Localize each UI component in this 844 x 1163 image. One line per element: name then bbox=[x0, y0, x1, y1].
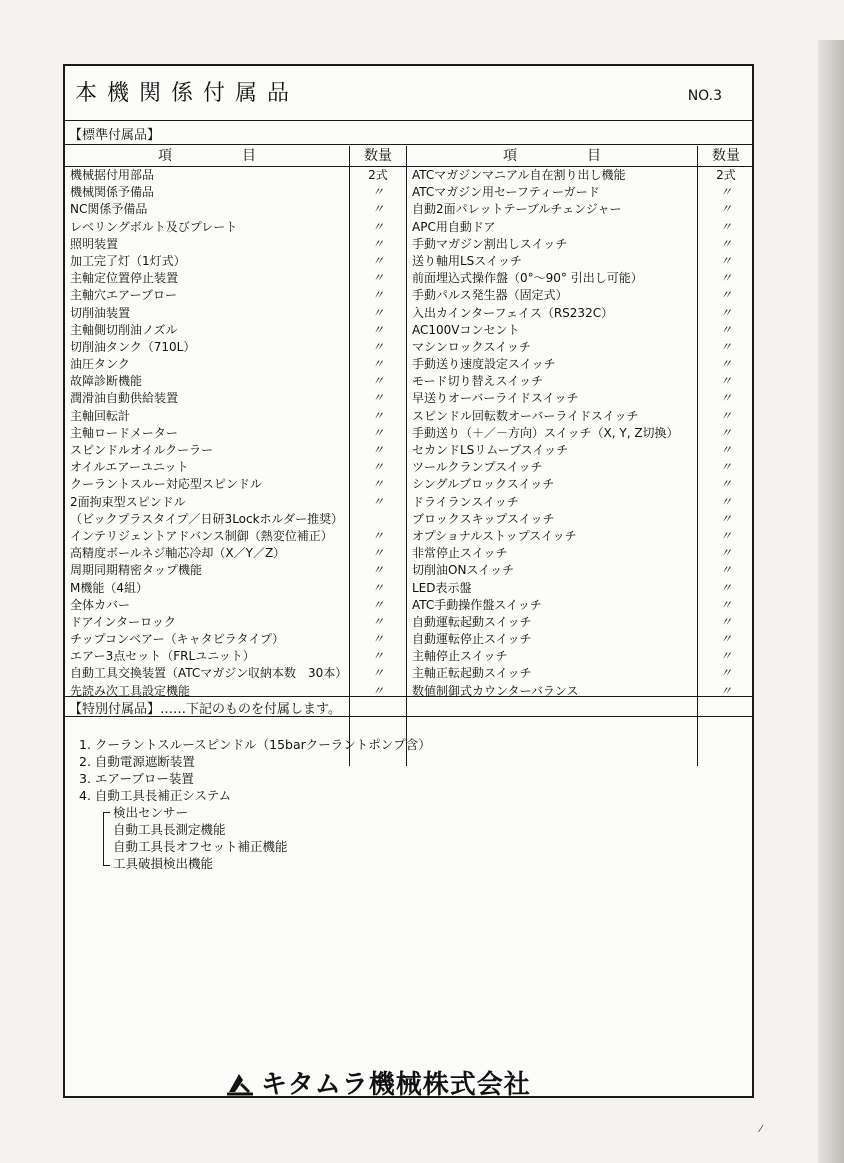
list-item: セカンドLSリムーブスイッチ bbox=[412, 443, 569, 457]
qty-cell: 〃 bbox=[719, 202, 732, 217]
qty-cell: 〃 bbox=[719, 339, 732, 354]
special-sub-item-list bbox=[113, 804, 288, 872]
qty-cell: 〃 bbox=[371, 597, 384, 612]
qty-cell: 〃 bbox=[371, 683, 384, 698]
divider bbox=[65, 716, 752, 717]
qty-cell: 〃 bbox=[719, 666, 732, 681]
company-footer bbox=[225, 1064, 531, 1101]
qty-cell: 〃 bbox=[371, 580, 384, 595]
company-logo-icon bbox=[225, 1070, 255, 1096]
list-item: オイルエアーユニット bbox=[70, 460, 189, 475]
list-item: マシンロックスイッチ bbox=[412, 339, 531, 354]
qty-cell: 〃 bbox=[371, 305, 384, 320]
qty-cell: 〃 bbox=[371, 357, 384, 372]
list-item: 主軸回転計 bbox=[70, 408, 131, 423]
left-item-header: 項 目 bbox=[65, 146, 349, 167]
qty-cell: 〃 bbox=[719, 580, 732, 595]
list-item: モード切り替えスイッチ bbox=[412, 374, 544, 389]
qty-cell: 〃 bbox=[371, 632, 384, 647]
right-item-header: 項 目 bbox=[407, 146, 697, 167]
qty-cell: 〃 bbox=[371, 219, 384, 234]
list-item: 非常停止スイッチ bbox=[412, 546, 508, 561]
list-item: 加工完了灯（1灯式） bbox=[70, 253, 186, 268]
qty-cell: 〃 bbox=[719, 288, 732, 303]
qty-cell: 〃 bbox=[719, 614, 732, 629]
list-item: ツールクランプスイッチ bbox=[412, 460, 543, 475]
qty-cell: 〃 bbox=[719, 185, 732, 200]
list-item: 自動運転起動スイッチ bbox=[412, 614, 532, 629]
title-row bbox=[65, 66, 752, 121]
special-accessories-label: 【特別付属品】……下記のものを付属します。 bbox=[69, 702, 341, 717]
list-item: 2面拘束型スピンドル bbox=[70, 494, 186, 509]
list-item: 切削油装置 bbox=[70, 305, 131, 320]
left-item-list bbox=[65, 167, 349, 700]
qty-cell: 〃 bbox=[371, 666, 384, 681]
qty-cell: 〃 bbox=[371, 649, 384, 664]
list-item: 周期同期精密タップ機能 bbox=[70, 563, 203, 578]
list-item: 自動工具長オフセット補正機能 bbox=[113, 839, 288, 854]
qty-cell: 〃 bbox=[719, 563, 732, 578]
qty-cell: 〃 bbox=[719, 460, 732, 475]
qty-cell: 〃 bbox=[719, 271, 732, 286]
list-item: APC用自動ドア bbox=[412, 219, 496, 234]
left-qty-list bbox=[350, 167, 406, 700]
qty-cell: 〃 bbox=[371, 460, 384, 475]
qty-cell: 2式 bbox=[368, 168, 388, 182]
standard-accessories-label: 【標準付属品】 bbox=[69, 128, 161, 143]
list-item: 工具破損検出機能 bbox=[113, 856, 214, 871]
qty-cell: 〃 bbox=[371, 425, 384, 440]
list-item: 入出カインターフェイス（RS232C） bbox=[412, 305, 614, 320]
list-item: 故障診断機能 bbox=[70, 374, 143, 389]
qty-cell: 〃 bbox=[719, 236, 732, 251]
list-item: 照明装置 bbox=[70, 236, 119, 251]
list-item: 主軸停止スイッチ bbox=[412, 649, 508, 664]
list-item: エアー3点セット（FRLユニット） bbox=[70, 649, 255, 664]
right-item-list bbox=[407, 167, 697, 700]
qty-cell: 〃 bbox=[371, 288, 384, 303]
divider bbox=[65, 144, 752, 145]
list-item: レベリングボルト及びプレート bbox=[70, 219, 238, 234]
list-item: 1. クーラントスルースピンドル（15barクーラントポンプ含） bbox=[79, 737, 431, 752]
page-number: NO.3 bbox=[687, 88, 722, 104]
qty-cell: 〃 bbox=[371, 563, 384, 578]
divider bbox=[65, 696, 752, 697]
qty-cell: 〃 bbox=[719, 425, 732, 440]
list-item: 自動運転停止スイッチ bbox=[412, 632, 532, 647]
list-item: ブロックスキップスイッチ bbox=[412, 511, 555, 526]
qty-cell: 〃 bbox=[719, 528, 732, 543]
qty-cell: 〃 bbox=[719, 683, 732, 698]
qty-cell: 〃 bbox=[719, 322, 732, 337]
right-qty-list bbox=[698, 167, 754, 700]
qty-cell: 〃 bbox=[371, 494, 384, 509]
left-item-column bbox=[65, 146, 349, 700]
list-item: 高精度ボールネジ軸芯冷却（X／Y／Z） bbox=[70, 546, 286, 561]
list-item: 前面埋込式操作盤（0°～90° 引出し可能） bbox=[412, 271, 643, 286]
qty-cell: 〃 bbox=[371, 185, 384, 200]
list-item: 自動工具長測定機能 bbox=[113, 822, 226, 837]
list-item: 早送りオーバーライドスイッチ bbox=[412, 391, 579, 406]
qty-cell: 〃 bbox=[371, 408, 384, 423]
list-item: LED表示盤 bbox=[412, 580, 472, 595]
qty-cell: 〃 bbox=[371, 236, 384, 251]
list-item: 3. エアーブロー装置 bbox=[79, 771, 194, 786]
page-title: 本機関係付属品 bbox=[75, 81, 300, 106]
document-frame bbox=[63, 64, 754, 1098]
list-item: 切削油ONスイッチ bbox=[412, 563, 514, 578]
list-item: 主軸側切削油ノズル bbox=[70, 322, 178, 337]
list-item: 切削油タンク（710L） bbox=[70, 339, 196, 354]
list-item: 4. 自動工具長補正システム bbox=[79, 788, 232, 803]
qty-cell: 〃 bbox=[371, 477, 384, 492]
qty-cell: 〃 bbox=[371, 322, 384, 337]
qty-cell: 〃 bbox=[371, 614, 384, 629]
qty-cell: 〃 bbox=[719, 494, 732, 509]
list-item: 主軸正転起動スイッチ bbox=[412, 666, 532, 681]
qty-cell: 〃 bbox=[719, 632, 732, 647]
list-item: 主軸定位置停止装置 bbox=[70, 271, 179, 286]
list-item: 主軸穴エアーブロー bbox=[70, 288, 178, 303]
list-item: 主軸ロードメーター bbox=[70, 425, 178, 440]
qty-cell: 〃 bbox=[371, 253, 384, 268]
right-item-column bbox=[407, 146, 697, 700]
qty-cell: 〃 bbox=[371, 339, 384, 354]
list-item: 先読み次工具設定機能 bbox=[70, 683, 191, 698]
list-item: NC関係予備品 bbox=[70, 202, 148, 217]
qty-cell: 〃 bbox=[719, 597, 732, 612]
list-item: （ビックプラスタイプ／日研3Lockホルダー推奨） bbox=[70, 511, 344, 526]
list-item: ドライランスイッチ bbox=[412, 494, 519, 509]
qty-cell: 〃 bbox=[719, 305, 732, 320]
qty-cell: 〃 bbox=[719, 374, 732, 389]
qty-cell: 〃 bbox=[719, 511, 732, 526]
list-item: 数値制御式カウンターバランス bbox=[412, 683, 579, 698]
qty-cell bbox=[350, 511, 406, 528]
page-edge-shadow bbox=[818, 40, 844, 1163]
company-name: キタムラ機械株式会社 bbox=[261, 1070, 531, 1100]
right-qty-header: 数量 bbox=[698, 146, 754, 167]
list-item: インテリジェントアドバンス制御（熱変位補正） bbox=[70, 528, 333, 543]
list-item: 機械据付用部品 bbox=[70, 168, 155, 182]
list-item: スピンドルオイルクーラー bbox=[70, 443, 214, 457]
right-qty-column bbox=[697, 146, 754, 766]
list-item: 2. 自動電源遮断装置 bbox=[79, 754, 195, 769]
qty-cell: 〃 bbox=[371, 546, 384, 561]
special-accessories-list bbox=[79, 736, 431, 804]
qty-cell: 〃 bbox=[719, 357, 732, 372]
list-item: M機能（4組） bbox=[70, 580, 148, 595]
qty-cell: 〃 bbox=[371, 391, 384, 406]
qty-cell: 〃 bbox=[719, 219, 732, 234]
list-item: ATC手動操作盤スイッチ bbox=[412, 597, 542, 612]
list-item: 検出センサー bbox=[113, 805, 189, 820]
list-item: ATCマガジンマニアル自在割り出し機能 bbox=[412, 168, 626, 182]
list-item: 機械関係予備品 bbox=[70, 185, 155, 200]
list-item: ATCマガジン用セーフティーガード bbox=[412, 185, 600, 200]
qty-cell: 〃 bbox=[719, 443, 732, 457]
qty-cell: 〃 bbox=[371, 202, 384, 217]
qty-cell: 〃 bbox=[371, 271, 384, 286]
list-item: 全体カバー bbox=[70, 597, 131, 612]
qty-cell: 〃 bbox=[371, 374, 384, 389]
qty-cell: 〃 bbox=[719, 649, 732, 664]
pen-scribble-icon: ⁄ bbox=[760, 1124, 762, 1135]
qty-cell: 〃 bbox=[371, 528, 384, 543]
list-item: クーラントスルー対応型スピンドル bbox=[70, 477, 262, 492]
list-item: AC100Vコンセント bbox=[412, 322, 520, 337]
list-item: オプショナルストップスイッチ bbox=[412, 528, 577, 543]
qty-cell: 〃 bbox=[719, 253, 732, 268]
list-item: チップコンベアー（キャタピラタイプ） bbox=[70, 632, 285, 647]
list-item: 自動2面パレットテーブルチェンジャー bbox=[412, 202, 622, 217]
qty-cell: 〃 bbox=[719, 391, 732, 406]
list-item: 送り軸用LSスイッチ bbox=[412, 253, 522, 268]
list-item: 手動マガジン割出しスイッチ bbox=[412, 236, 568, 251]
qty-cell: 〃 bbox=[719, 546, 732, 561]
qty-cell: 〃 bbox=[719, 477, 732, 492]
left-qty-column bbox=[349, 146, 407, 766]
list-item: 潤滑油自動供給装置 bbox=[70, 391, 179, 406]
list-item: スピンドル回転数オーバーライドスイッチ bbox=[412, 408, 639, 423]
qty-cell: 〃 bbox=[719, 408, 732, 423]
bracket-icon bbox=[103, 812, 110, 866]
list-item: 油圧タンク bbox=[70, 357, 130, 372]
list-item: 自動工具交換装置（ATCマガジン収納本数 30本） bbox=[70, 666, 348, 681]
list-item: ドアインターロック bbox=[70, 614, 176, 629]
qty-cell: 〃 bbox=[371, 443, 384, 457]
qty-cell: 2式 bbox=[716, 168, 736, 182]
left-qty-header: 数量 bbox=[350, 146, 406, 167]
list-item: 手動送り（＋／－方向）スイッチ（X, Y, Z切換） bbox=[412, 425, 679, 440]
list-item: シングルブロックスイッチ bbox=[412, 477, 555, 492]
list-item: 手動パルス発生器（固定式） bbox=[412, 288, 568, 303]
list-item: 手動送り速度設定スイッチ bbox=[412, 357, 556, 372]
